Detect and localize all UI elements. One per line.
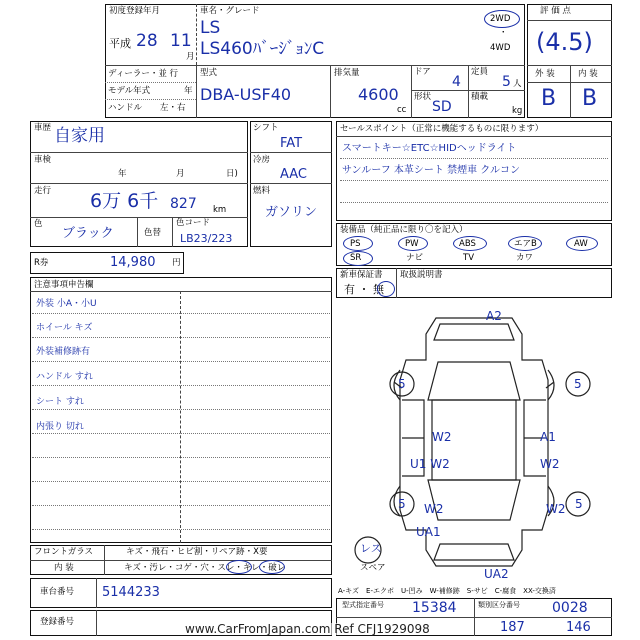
damage-mark: 5 <box>574 377 582 391</box>
first-reg-label: 初度登録年月 <box>109 6 161 16</box>
ac-label: 冷房 <box>253 155 271 165</box>
color-change-label: 色替 <box>144 228 162 238</box>
header-box <box>105 4 525 118</box>
inspection-label: 車検 <box>34 155 52 165</box>
equip-ps: PS <box>350 239 361 249</box>
color-code-label: 色コード <box>176 218 211 228</box>
damage-mark: 5 <box>398 497 406 511</box>
interior-cond-label: 内 装 <box>54 563 74 573</box>
value-187: 187 <box>500 620 525 635</box>
equip-airbag: エアB <box>514 239 537 249</box>
inspection-year-unit: 年 <box>118 169 127 179</box>
mileage-handwritten: 6万 6千 <box>90 190 159 212</box>
grade: LS460ﾊﾞｰｼﾞｮﾝC <box>200 39 325 59</box>
yen-unit: 円 <box>172 258 181 268</box>
notes-label: 注意事項申告欄 <box>34 280 94 290</box>
type-value: DBA-USF40 <box>200 85 292 104</box>
value-146: 146 <box>566 620 591 635</box>
fuel-value: ガソリン <box>265 205 318 220</box>
capacity-value: 5 <box>502 74 511 90</box>
reg-month: 11 <box>170 31 192 51</box>
evaluation-label: 評 価 点 <box>540 6 571 16</box>
door-value: 4 <box>452 74 461 90</box>
equipment-label: 装備品（純正品に限り〇を記入） <box>340 225 468 235</box>
color-label: 色 <box>34 219 43 229</box>
damage-mark: UA2 <box>484 567 509 581</box>
mileage-number: 827 <box>170 196 197 212</box>
inspection-day-unit: 日) <box>226 169 238 179</box>
shape-value: SD <box>432 99 452 115</box>
model-year-unit: 年 <box>184 86 193 96</box>
chassis-box <box>30 578 332 608</box>
km-unit: km <box>213 205 227 215</box>
class-value: 0028 <box>552 600 588 616</box>
name-grade-label: 車名・グレード <box>200 6 260 16</box>
note-line: 内張り 切れ <box>36 422 84 432</box>
watermark: www.CarFromJapan.com Ref CFJ1929098 <box>185 622 430 636</box>
reg-year: 28 <box>136 31 158 51</box>
interior-label: 内 装 <box>578 69 598 79</box>
equip-pw: PW <box>405 239 419 249</box>
door-label: ドア <box>414 67 431 77</box>
damage-mark: W2 <box>546 502 566 516</box>
damage-mark: W2 <box>540 457 560 471</box>
damage-mark: 5 <box>398 377 406 391</box>
equip-tv: TV <box>463 253 475 263</box>
damage-mark: W2 <box>424 502 444 516</box>
usage-value: 自家用 <box>54 126 105 146</box>
recycle-value: 14,980 <box>110 255 156 270</box>
inspection-month-unit: 月 <box>176 169 185 179</box>
car-name: LS <box>200 18 221 38</box>
warranty-value: 有 ・ 無 <box>344 283 384 296</box>
note-line: 外装補修跡有 <box>36 347 91 357</box>
chassis-label: 車台番号 <box>40 587 75 597</box>
equip-leather: カワ <box>516 253 534 263</box>
color-value: ブラック <box>62 226 114 241</box>
interior-sure-circle <box>226 560 252 574</box>
damage-mark: 5 <box>575 497 583 511</box>
shift-value: FAT <box>280 136 303 151</box>
kg-unit: kg <box>512 106 523 116</box>
interior-cond-options: キズ・汚レ・コゲ・穴・スレ・キレ・破レ <box>124 563 286 573</box>
type-cert-value: 15384 <box>412 600 457 616</box>
damage-legend: A-キズ E-エクボ U-凹み W-補修跡 S-サビ C-腐食 XX-交換済 <box>338 587 556 595</box>
color-code-value: LB23/223 <box>180 232 233 245</box>
shift-label: シフト <box>253 123 279 133</box>
front-glass-label: フロントガラス <box>34 547 93 557</box>
dealer-label: ディーラー・並 行 <box>108 69 179 79</box>
displacement-value: 4600 <box>358 85 399 104</box>
drive-4wd: 4WD <box>490 43 511 53</box>
sales-points-line1: スマートキー☆ETC☆HIDヘッドライト <box>342 143 517 154</box>
ac-value: AAC <box>280 167 307 182</box>
warranty-label: 新車保証書 <box>340 270 383 280</box>
sales-points-label: セールスポイント（正常に機能するものに限ります） <box>340 124 544 134</box>
recycle-box <box>30 252 184 274</box>
interior-kire-circle <box>259 560 285 574</box>
sales-points-line2: サンルーフ 本革シート 禁煙車 クルコン <box>342 165 520 176</box>
damage-mark: A2 <box>486 309 502 323</box>
mileage-label: 走行 <box>34 186 52 196</box>
capacity-label: 定員 <box>471 67 489 77</box>
note-line: シート すれ <box>36 397 84 407</box>
evaluation-score: (4.5) <box>536 28 593 56</box>
chassis-value: 5144233 <box>102 585 160 600</box>
spare-mark: レス <box>360 542 382 555</box>
note-line: ハンドル すれ <box>36 372 93 382</box>
type-label: 型式 <box>200 68 218 78</box>
exterior-grade: B <box>541 86 557 111</box>
damage-mark: U1 W2 <box>410 457 450 471</box>
usage-label: 車歴 <box>34 123 52 133</box>
exterior-label: 外 装 <box>535 69 555 79</box>
spare-label: スペア <box>360 563 386 573</box>
handle-label: ハンドル <box>108 103 143 113</box>
shape-label: 形状 <box>414 92 432 102</box>
equip-navi: ナビ <box>406 253 424 263</box>
month-unit: 月 <box>186 52 195 62</box>
manual-label: 取扱説明書 <box>400 270 443 280</box>
warranty-none-circle <box>377 281 395 297</box>
damage-mark: UA1 <box>416 525 441 539</box>
handle-lr: 左・右 <box>160 103 186 113</box>
type-cert-label: 型式指定番号 <box>342 601 384 609</box>
recycle-label: R券 <box>34 258 49 268</box>
model-year-label: モデル年式 <box>108 86 151 96</box>
front-glass-options: キズ・飛石・ヒビ割・リペア跡・X要 <box>126 547 268 557</box>
notes-box <box>30 277 332 543</box>
era: 平成 <box>109 37 131 50</box>
damage-mark: A1 <box>540 430 556 444</box>
capacity-unit: 人 <box>513 79 522 89</box>
cc-unit: cc <box>397 105 407 115</box>
damage-mark: W2 <box>432 430 452 444</box>
note-line: ホイール キズ <box>36 323 93 333</box>
fuel-label: 燃料 <box>253 186 271 196</box>
note-line: 外装 小A・小U <box>36 299 97 309</box>
interior-grade: B <box>582 86 598 111</box>
displacement-label: 排気量 <box>334 68 360 78</box>
drive-2wd: 2WD <box>490 14 511 24</box>
load-label: 積載 <box>471 92 489 102</box>
class-label: 類別区分番号 <box>478 601 520 609</box>
equip-sr: SR <box>350 253 362 263</box>
registration-label: 登録番号 <box>40 617 75 627</box>
equip-aw: AW <box>574 239 588 249</box>
equip-abs: ABS <box>459 239 476 249</box>
